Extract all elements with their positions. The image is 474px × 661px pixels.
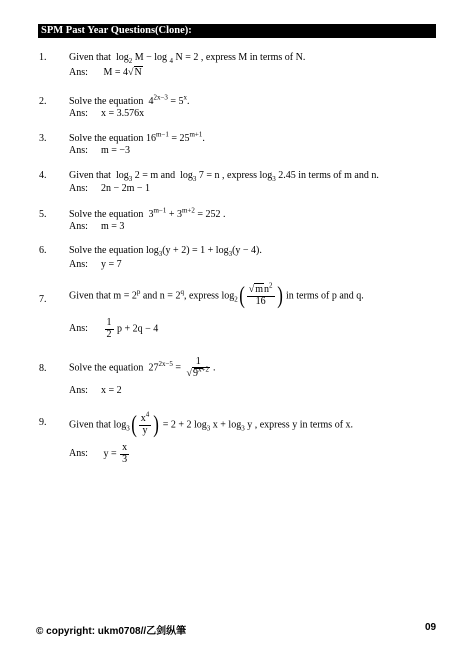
answer: Ans: M = 4√N xyxy=(69,67,142,78)
question-number: 9. xyxy=(39,417,47,428)
question-number: 6. xyxy=(39,245,47,256)
question-text: Given that $\log_3$( $\frac{x^4}{y}$ ) = 2 + 2 $\log_3 x + \log_3 y$ , express y in terms of x. xyxy=(69,410,354,438)
question-text: Given that $\log_2 M - \log _4$ N = 2 , express M in terms of N. xyxy=(69,52,306,65)
question-text: Solve the equation $4^{2x-3} = 5^x$. xyxy=(69,93,190,107)
question-number: 5. xyxy=(39,209,47,220)
question-text: Given that $\log_3 2 = m$ and $\log_3 7 = n$ , express $\log_3 2.45$ in terms of m and n. xyxy=(69,170,379,183)
question-number: 2. xyxy=(39,96,47,107)
question-number: 1. xyxy=(39,52,47,63)
answer: Ans: m = 3 xyxy=(69,221,125,232)
question-number: 3. xyxy=(39,133,47,144)
question-number: 4. xyxy=(39,170,47,181)
question-number: 8. xyxy=(39,363,47,374)
question-text: Given that $m = 2^p$ and $n = 2^q$, express $\log_2$( $\frac{√mn^2}{16}$ ) in terms of p and q. xyxy=(69,281,364,309)
answer: Ans: x = 2 xyxy=(69,385,122,396)
answer: Ans: y = 7 xyxy=(69,259,122,270)
question-number: 7. xyxy=(39,294,47,305)
answer: Ans: $\frac{1}{2}$ p + 2q − 4 xyxy=(69,317,159,340)
page-header: SPM Past Year Questions(Clone): xyxy=(38,24,436,38)
copyright-footer: © copyright: ukm0708//乙剑纵筆 xyxy=(36,626,187,637)
answer: Ans: m = −3 xyxy=(69,145,131,156)
question-text: Solve the equation $27^{2x-5}$ = $\frac{1}{√9^{x+2}}$ . xyxy=(69,356,216,379)
answer: Ans: y = $\frac{x}{3}$ xyxy=(69,442,128,465)
page-number: 09 xyxy=(425,622,437,633)
question-text: Solve the equation $16^{m-1} = 25^{m+1}$. xyxy=(69,130,205,144)
question-text: Solve the equation $\log_3(y + 2) = 1 + \log_3(y - 4)$. xyxy=(69,245,262,258)
answer: Ans: 2n − 2m − 1 xyxy=(69,183,151,194)
answer: Ans: x = 3.576x xyxy=(69,108,145,119)
question-text: Solve the equation $3^{m-1} + 3^{m+2} = 252$ . xyxy=(69,206,226,220)
